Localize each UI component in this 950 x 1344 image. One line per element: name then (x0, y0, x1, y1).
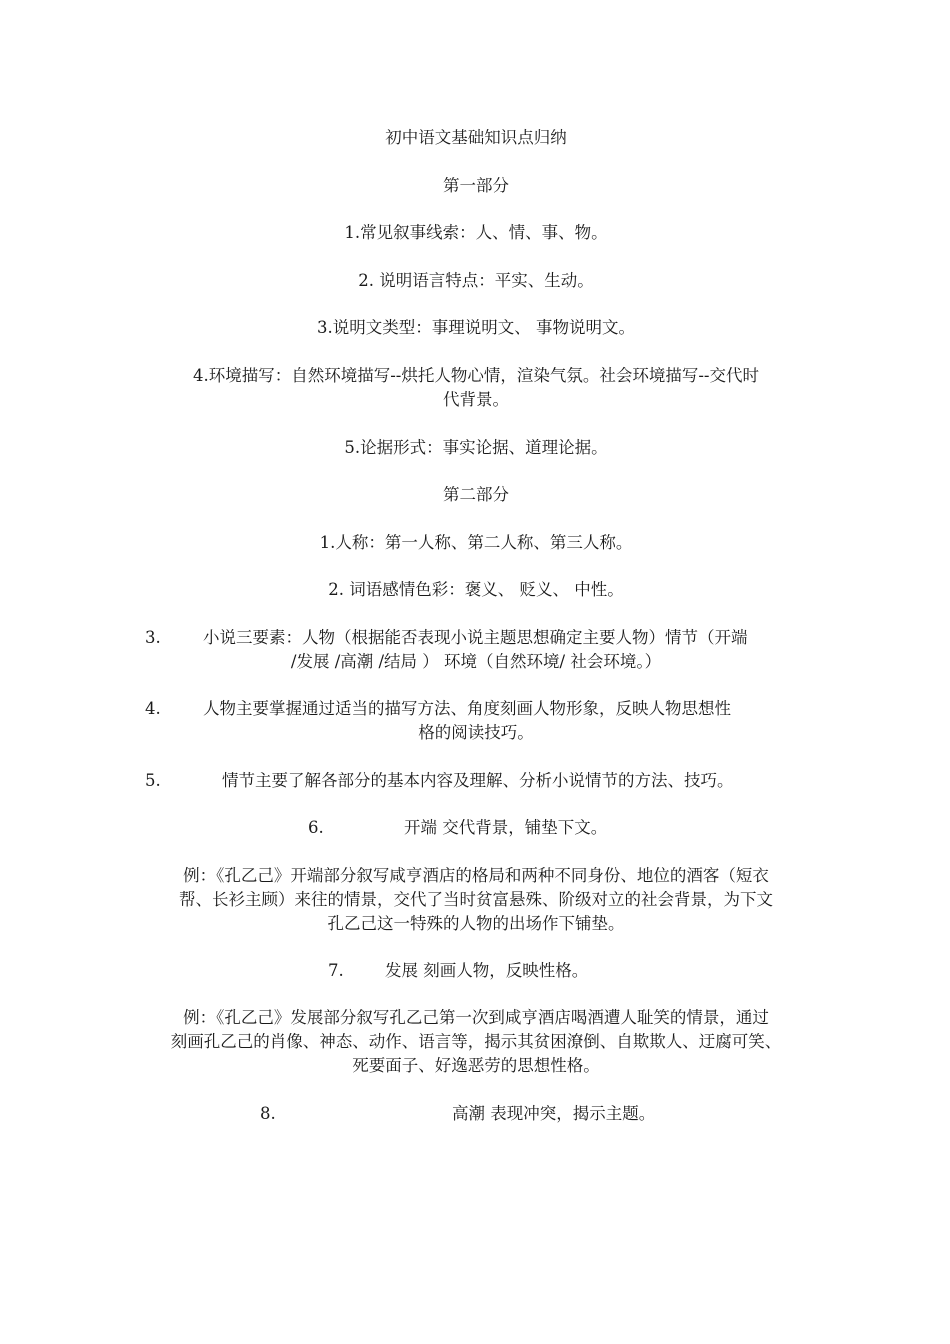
part-two-item-8-text: 高潮 表现冲突，揭示主题。 (452, 1104, 656, 1123)
example-2-paragraph (145, 1006, 807, 1078)
part-two-item-5-number: 5. (145, 771, 161, 790)
part-one-item-4 (145, 364, 807, 412)
example-2-line-1: 例：《孔乙己》发展部分叙写孔乙己第一次到咸亨酒店喝酒遭人耻笑的情景，通过 (183, 1008, 769, 1027)
part-two-item-5-text: 情节主要了解各部分的基本内容及理解、分析小说情节的方法、技巧。 (222, 771, 734, 790)
part-two-item-2: 2. 词语感情色彩：褒义、 贬义、 中性。 (328, 580, 624, 599)
example-1-paragraph (145, 864, 807, 936)
part-two-item-6-number: 6. (308, 818, 324, 837)
part-one-item-4-line-1: 4.环境描写：自然环境描写--烘托人物心情，渲染气氛。社会环境描写--交代时 (192, 366, 760, 385)
part-two-item-1: 1.人称：第一人称、第二人称、第三人称。 (319, 533, 633, 552)
part-two-item-7-number: 7. (328, 961, 344, 980)
part-two-item-4-line-1: 人物主要掌握通过适当的描写方法、角度刻画人物形象，反映人物思想性 (203, 699, 731, 718)
part-two-item-3-line-2: /发展 /高潮 /结局 ） 环境（自然环境/ 社会环境。） (290, 652, 662, 671)
part-one-item-2: 2. 说明语言特点：平实、生动。 (358, 271, 594, 290)
part-one-item-1: 1.常见叙事线索：人、情、事、物。 (344, 223, 608, 242)
part-one-item-3: 3.说明文类型：事理说明文、 事物说明文。 (317, 318, 635, 337)
example-2-line-2: 刻画孔乙己的肖像、神态、动作、语言等，揭示其贫困潦倒、自欺欺人、迂腐可笑、 (170, 1032, 782, 1051)
document-title: 初中语文基础知识点归纳 (385, 128, 567, 147)
part-two-item-6-text: 开端 交代背景，铺垫下文。 (404, 818, 608, 837)
part-two-item-8-number: 8. (260, 1104, 276, 1123)
part-two-item-4-line-2: 格的阅读技巧。 (418, 723, 534, 742)
part-one-heading: 第一部分 (443, 176, 509, 195)
example-1-line-3: 孔乙己这一特殊的人物的出场作下铺垫。 (327, 914, 625, 933)
part-two-item-7-text: 发展 刻画人物，反映性格。 (385, 961, 589, 980)
part-one-item-4-line-2: 代背景。 (443, 390, 509, 409)
example-1-line-2: 帮、长衫主顾）来往的情景，交代了当时贫富悬殊、阶级对立的社会背景，为下文 (179, 890, 773, 909)
part-two-item-3-line-1: 小说三要素：人物（根据能否表现小说主题思想确定主要人物）情节（开端 (203, 628, 748, 647)
part-two-heading: 第二部分 (443, 485, 509, 504)
example-1-line-1: 例：《孔乙己》开端部分叙写咸亨酒店的格局和两种不同身份、地位的酒客（短衣 (183, 866, 769, 885)
part-two-item-3-number: 3. (145, 628, 161, 647)
part-two-item-4-number: 4. (145, 699, 161, 718)
example-2-line-3: 死要面子、好逸恶劳的思想性格。 (352, 1056, 600, 1075)
part-one-item-5: 5.论据形式：事实论据、道理论据。 (344, 438, 608, 457)
